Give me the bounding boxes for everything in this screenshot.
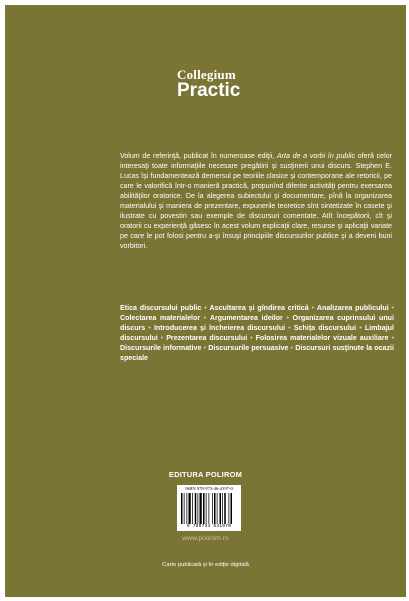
publisher-name: EDITURA POLIROM <box>168 470 243 479</box>
chapter-item: Introducerea şi încheierea discursului <box>153 324 286 332</box>
chapter-item: Schiţa discursului <box>293 324 357 332</box>
chapter-item: Prezentarea discursului <box>166 334 248 342</box>
chapter-item: Colectarea materialelor <box>120 314 201 322</box>
chapter-item: Organizarea cuprinsului unui discurs <box>120 314 394 332</box>
chapter-separator: • <box>308 304 317 312</box>
series-logo <box>177 68 240 101</box>
chapter-item: Folosirea materialelor vizuale auxiliare <box>255 334 389 342</box>
publisher-website: www.polirom.ro <box>182 535 229 542</box>
chapter-item: Argumentarea ideilor <box>209 314 283 322</box>
chapter-separator: • <box>145 324 154 332</box>
isbn-number: ISBN 978-973-46-4197-0 <box>185 486 233 491</box>
chapter-separator: • <box>201 344 209 352</box>
series-name: Collegium <box>177 67 236 82</box>
book-description <box>120 151 392 251</box>
chapter-separator: • <box>285 324 294 332</box>
barcode-bars <box>181 493 237 524</box>
chapter-separator: • <box>157 334 167 342</box>
chapter-item: Etica discursului public <box>120 304 202 312</box>
chapter-item: Discursurile informative <box>120 344 202 352</box>
chapter-separator: • <box>200 314 210 322</box>
chapter-separator: • <box>247 334 256 342</box>
description-intro: Volum de referinţă, publicat în numeroase ediţii, <box>120 152 277 160</box>
back-cover <box>5 5 406 597</box>
chapter-item: Discursurile persuasive <box>208 344 289 352</box>
book-title: Arta de a vorbi în public <box>276 152 356 160</box>
chapter-item: Ascultarea şi gîndirea critică <box>209 304 309 312</box>
description-body: oferă celor interesaţi toate informaţiile necesare pregătirii şi susţinerii unui discurs. Stephen E. Lucas îşi fundamentează demersul pe teoriile clasice şi contemporane ale retoricii, pe care le valorifică într-o manieră practică, propunînd diferite activităţi pentru exersarea abilităţilor oratorice. De la alegerea subiectului şi documentare, pînă la organizarea materialului şi maniera de prezentare, expunerile teoretice sînt sintetizate în casete şi ilustrate cu povestiri sau exemple de discursuri comentate. Atît începătorii, cît şi oratorii cu experienţă găsesc în acest volum explicaţii clare, resurse şi aplicaţii variate pe care le pot folosi pentru a-şi însuşi principiile discursurilor publice şi a deveni buni vorbitori. <box>120 152 392 250</box>
chapter-separator: • <box>201 304 210 312</box>
chapter-separator: • <box>282 314 293 322</box>
chapter-item: Discursuri susţinute la ocazii speciale <box>120 344 394 362</box>
ean-digits: 9 789734 641970 <box>186 524 232 529</box>
chapter-list <box>120 303 394 363</box>
chapter-item: Analizarea publicului <box>316 304 389 312</box>
barcode <box>177 485 241 531</box>
digital-edition-note: Carte publicată şi în ediţie digitală <box>162 562 249 568</box>
chapter-item: Limbajul discursului <box>120 324 394 342</box>
chapter-separator: • <box>288 344 296 352</box>
chapter-separator: • <box>356 324 365 332</box>
chapter-separator: • <box>388 334 394 342</box>
chapter-separator: • <box>388 304 394 312</box>
collection-name: Practic <box>177 80 241 101</box>
